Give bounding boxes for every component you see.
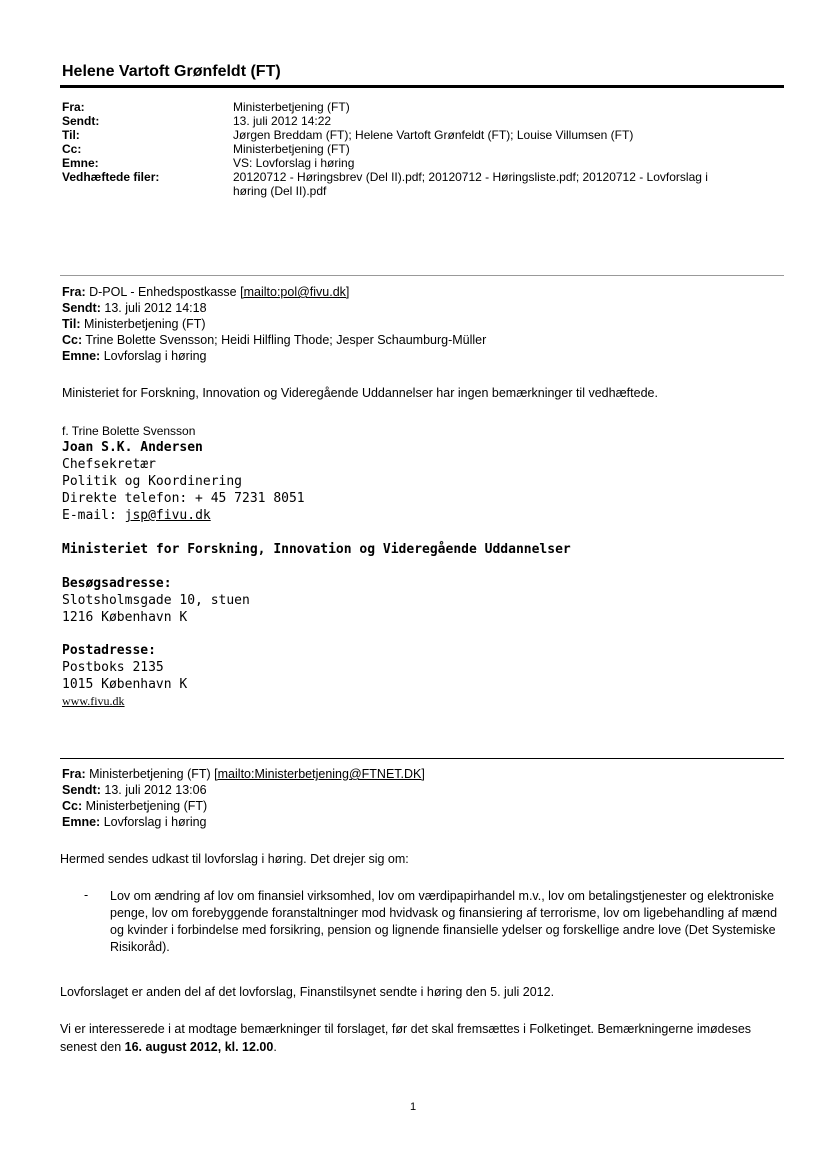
signature-prefix: f. Trine Bolette Svensson: [62, 424, 196, 438]
postal-address-label: Postadresse:: [62, 643, 156, 658]
bullet-dash: -: [84, 888, 89, 902]
msg2-paragraph-1: Lovforslaget er anden del af det lovforslag, Finanstilsynet sendte i høring den 5. juli 2012.: [60, 985, 555, 999]
document-title: Helene Vartoft Grønfeldt (FT): [62, 63, 281, 80]
title-rule: [60, 85, 784, 88]
msg1-from-label: Fra:: [62, 285, 86, 299]
meta-subject-label: Emne:: [62, 156, 99, 170]
meta-cc-label: Cc:: [62, 142, 82, 156]
organization-name: Ministeriet for Forskning, Innovation og Videregående Uddannelser: [62, 542, 571, 557]
meta-to: Jørgen Breddam (FT); Helene Vartoft Grønfeldt (FT); Louise Villumsen (FT): [233, 128, 634, 142]
msg2-paragraph-2: [60, 1020, 780, 1056]
msg2-deadline: 16. august 2012, kl. 12.00: [124, 1040, 274, 1054]
msg2-intro: Hermed sendes udkast til lovforslag i høring. Det drejer sig om:: [60, 852, 409, 866]
msg1-to-label: Til:: [62, 317, 81, 331]
msg2-subject: Lovforslag i høring: [103, 815, 207, 829]
msg1-sent-line: [62, 301, 207, 316]
msg1-sent-label: Sendt:: [62, 301, 101, 315]
msg1-cc-line: [62, 333, 486, 348]
postal-address-line1: Postboks 2135: [62, 660, 164, 675]
meta-attachments-line2: høring (Del II).pdf: [233, 184, 327, 198]
msg2-sent-label: Sendt:: [62, 783, 101, 797]
msg2-cc: Ministerbetjening (FT): [85, 799, 208, 813]
meta-to-label: Til:: [62, 128, 80, 142]
signature-email-link[interactable]: jsp@fivu.dk: [124, 508, 211, 523]
msg1-from-line: [62, 285, 349, 300]
msg1-subject-line: [62, 349, 207, 364]
meta-sent: 13. juli 2012 14:22: [233, 114, 332, 128]
signature-phone: Direkte telefon: + 45 7231 8051: [62, 491, 305, 506]
visit-address-line1: Slotsholmsgade 10, stuen: [62, 593, 250, 608]
message-separator: [60, 275, 784, 276]
msg1-cc: Trine Bolette Svensson; Heidi Hilfling Thode; Jesper Schaumburg-Müller: [85, 333, 487, 347]
msg1-sent: 13. juli 2012 14:18: [104, 301, 207, 315]
page-number: 1: [410, 1101, 417, 1113]
visit-address-label: Besøgsadresse:: [62, 576, 172, 591]
meta-from: Ministerbetjening (FT): [233, 100, 350, 114]
msg1-from-mailto-link[interactable]: [mailto:pol@fivu.dk]: [240, 285, 350, 299]
msg2-subject-line: [62, 815, 207, 830]
msg1-cc-label: Cc:: [62, 333, 83, 347]
signature-title: Chefsekretær: [62, 457, 156, 472]
meta-attachments-label: Vedhæftede filer:: [62, 170, 160, 184]
message-separator-2: [60, 758, 784, 759]
postal-address-line2: 1015 København K: [62, 677, 188, 692]
msg2-subject-label: Emne:: [62, 815, 101, 829]
msg1-subject: Lovforslag i høring: [103, 349, 207, 363]
signature-email-label: E-mail:: [62, 508, 117, 523]
msg2-from-mailto-link[interactable]: [mailto:Ministerbetjening@FTNET.DK]: [214, 767, 425, 781]
meta-sent-label: Sendt:: [62, 114, 100, 128]
msg1-to-line: [62, 317, 206, 332]
meta-subject: VS: Lovforslag i høring: [233, 156, 355, 170]
msg2-sent-line: [62, 783, 207, 798]
msg2-from-line: [62, 767, 425, 782]
visit-address-line2: 1216 København K: [62, 610, 188, 625]
bullet-law-text: Lov om ændring af lov om finansiel virksomhed, lov om værdipapirhandel m.v., lov om betalingstjenester og elektroniske penge, lov om forebyggende foranstaltninger mod hvidvask og finansiering af terrorisme, lov om ligebehandling af mænd og kvinder i forbindelse med forsikring, pension og lignende finansielle ydelser og forskellige andre love (Det Systemiske Risikoråd).: [110, 889, 778, 954]
website-link[interactable]: www.fivu.dk: [62, 694, 125, 708]
msg1-to: Ministerbetjening (FT): [84, 317, 206, 331]
msg2-cc-line: [62, 799, 207, 814]
msg2-paragraph-2-text: Vi er interesserede i at modtage bemærkninger til forslaget, før det skal fremsættes i Folketinget. Bemærkningerne imødeses senest den: [60, 1022, 752, 1054]
signature-email-line: [62, 508, 211, 524]
msg2-from-label: Fra:: [62, 767, 86, 781]
msg1-subject-label: Emne:: [62, 349, 101, 363]
msg2-cc-label: Cc:: [62, 799, 83, 813]
msg1-from: D-POL - Enhedspostkasse: [89, 285, 237, 299]
signature-department: Politik og Koordinering: [62, 474, 243, 489]
signature-name: Joan S.K. Andersen: [62, 440, 203, 455]
msg2-from: Ministerbetjening (FT): [89, 767, 211, 781]
meta-from-label: Fra:: [62, 100, 85, 114]
msg2-paragraph-2-end: .: [273, 1040, 277, 1054]
msg1-body: Ministeriet for Forskning, Innovation og Videregående Uddannelser har ingen bemærkninger til vedhæftede.: [62, 386, 658, 400]
msg2-sent: 13. juli 2012 13:06: [104, 783, 207, 797]
meta-cc: Ministerbetjening (FT): [233, 142, 350, 156]
meta-attachments-line1: 20120712 - Høringsbrev (Del II).pdf; 20120712 - Høringsliste.pdf; 20120712 - Lovforslag i: [233, 170, 708, 184]
